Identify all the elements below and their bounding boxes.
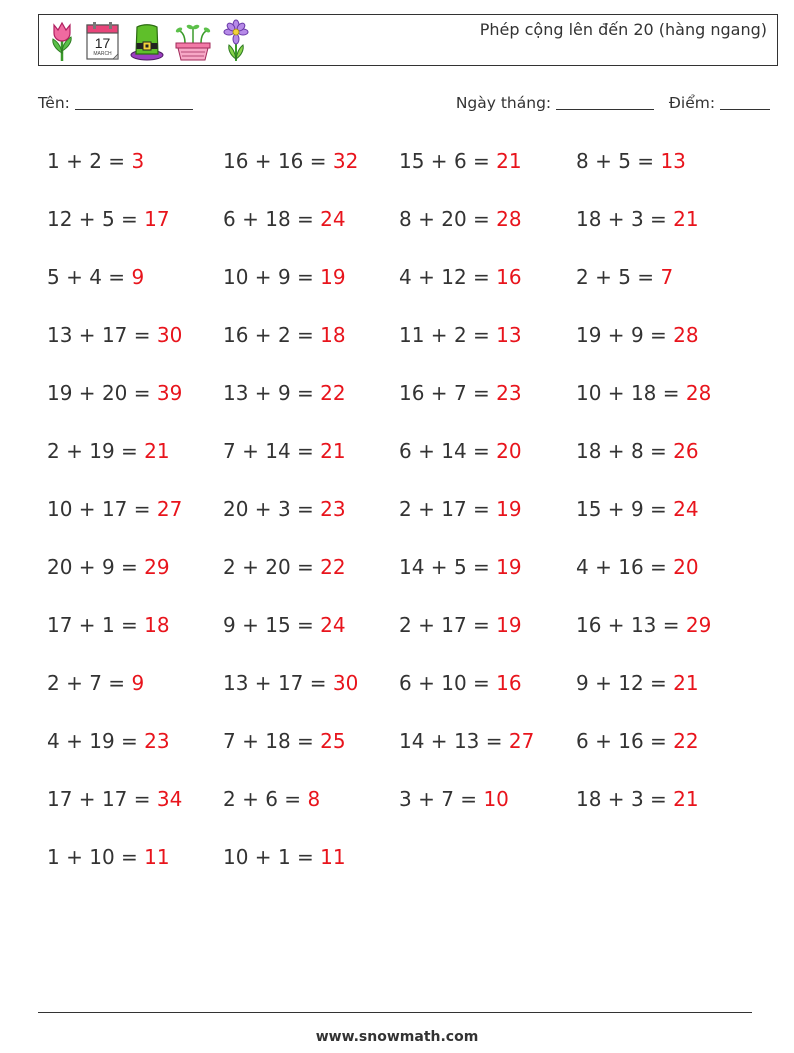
problem-item: 8 + 20 = 28 — [399, 207, 522, 231]
answer: 32 — [332, 149, 359, 173]
problem-item: 2 + 5 = 7 — [576, 265, 674, 289]
addend-b: 14 — [441, 439, 467, 463]
problem-item: 19 + 9 = 28 — [576, 323, 699, 347]
addend-a: 6 — [223, 207, 236, 231]
answer: 21 — [320, 439, 346, 463]
answer: 19 — [496, 613, 522, 637]
answer: 7 — [660, 265, 674, 289]
calendar-icon — [85, 19, 121, 63]
addend-b: 17 — [277, 671, 304, 695]
addend-a: 4 — [576, 555, 589, 579]
addend-a: 11 — [399, 323, 425, 347]
score-label: Điểm: — [668, 94, 716, 112]
problem-item: 4 + 12 = 16 — [399, 265, 522, 289]
name-label: Tên: — [38, 94, 70, 112]
problem-item: 6 + 14 = 20 — [399, 439, 522, 463]
addend-a: 14 — [399, 555, 425, 579]
answer: 21 — [496, 149, 522, 173]
problem-item: 10 + 17 = 27 — [47, 497, 183, 521]
addend-a: 2 — [47, 671, 60, 695]
addend-b: 13 — [630, 613, 657, 637]
answer: 23 — [496, 381, 522, 405]
addend-a: 6 — [399, 439, 412, 463]
score-blank[interactable] — [720, 95, 770, 110]
problem-item: 8 + 5 = 13 — [576, 149, 686, 173]
addend-b: 13 — [453, 729, 480, 753]
answer: 27 — [508, 729, 535, 753]
problem-item: 13 + 9 = 22 — [223, 381, 346, 405]
problem-item: 18 + 3 = 21 — [576, 787, 699, 811]
addend-a: 15 — [399, 149, 425, 173]
answer: 16 — [496, 265, 522, 289]
answer: 24 — [673, 497, 699, 521]
problem-item: 19 + 20 = 39 — [47, 381, 183, 405]
addend-b: 8 — [630, 439, 644, 463]
addend-a: 13 — [223, 381, 249, 405]
addend-b: 19 — [89, 729, 115, 753]
answer: 11 — [144, 845, 170, 869]
answer: 26 — [673, 439, 699, 463]
addend-a: 17 — [47, 787, 73, 811]
addend-b: 20 — [101, 381, 128, 405]
addend-a: 19 — [47, 381, 73, 405]
addend-a: 2 — [47, 439, 60, 463]
addend-b: 17 — [101, 497, 128, 521]
addend-b: 6 — [453, 149, 467, 173]
addend-a: 19 — [576, 323, 602, 347]
addend-b: 9 — [277, 381, 291, 405]
addend-b: 9 — [277, 265, 291, 289]
addend-a: 10 — [576, 381, 602, 405]
addend-a: 6 — [576, 729, 589, 753]
addend-b: 7 — [89, 671, 102, 695]
addend-b: 2 — [453, 323, 467, 347]
answer: 21 — [673, 671, 699, 695]
answer: 22 — [320, 381, 346, 405]
addend-a: 1 — [47, 845, 60, 869]
addend-a: 16 — [576, 613, 602, 637]
addend-b: 16 — [618, 555, 644, 579]
addend-a: 16 — [223, 323, 249, 347]
answer: 28 — [496, 207, 522, 231]
date-label: Ngày tháng: — [455, 94, 552, 112]
answer: 13 — [496, 323, 522, 347]
answer: 18 — [144, 613, 170, 637]
addend-a: 9 — [223, 613, 236, 637]
addend-b: 17 — [441, 497, 467, 521]
problem-item: 12 + 5 = 17 — [47, 207, 170, 231]
svg-text:17: 17 — [94, 35, 111, 51]
addend-b: 10 — [89, 845, 115, 869]
addend-a: 15 — [576, 497, 602, 521]
problem-item: 9 + 12 = 21 — [576, 671, 699, 695]
answer: 9 — [131, 671, 145, 695]
answer: 24 — [320, 613, 346, 637]
problem-item: 3 + 7 = 10 — [399, 787, 509, 811]
answer: 30 — [332, 671, 359, 695]
addend-b: 18 — [630, 381, 657, 405]
problem-item: 16 + 7 = 23 — [399, 381, 522, 405]
addend-a: 2 — [223, 787, 236, 811]
addend-b: 5 — [618, 149, 631, 173]
addend-b: 1 — [101, 613, 115, 637]
footer-divider — [38, 1012, 752, 1013]
problem-item: 14 + 13 = 27 — [399, 729, 535, 753]
problem-item: 18 + 8 = 26 — [576, 439, 699, 463]
answer: 18 — [320, 323, 346, 347]
problem-item: 17 + 17 = 34 — [47, 787, 183, 811]
problem-item: 15 + 9 = 24 — [576, 497, 699, 521]
addend-b: 3 — [630, 207, 644, 231]
addend-a: 13 — [47, 323, 73, 347]
addend-a: 7 — [223, 729, 236, 753]
problem-item: 6 + 16 = 22 — [576, 729, 699, 753]
problem-item: 4 + 16 = 20 — [576, 555, 699, 579]
addend-b: 9 — [630, 497, 644, 521]
addend-b: 17 — [101, 787, 128, 811]
addend-a: 8 — [399, 207, 412, 231]
problem-item: 5 + 4 = 9 — [47, 265, 145, 289]
answer: 29 — [144, 555, 170, 579]
problem-item: 2 + 20 = 22 — [223, 555, 346, 579]
addend-b: 16 — [277, 149, 304, 173]
problem-item: 2 + 7 = 9 — [47, 671, 145, 695]
answer: 34 — [156, 787, 183, 811]
problem-item: 2 + 17 = 19 — [399, 497, 522, 521]
worksheet-title: Phép cộng lên đến 20 (hàng ngang) — [479, 20, 767, 39]
addend-b: 3 — [630, 787, 644, 811]
addend-b: 9 — [101, 555, 115, 579]
addend-b: 5 — [618, 265, 631, 289]
name-field — [38, 94, 193, 112]
addend-a: 18 — [576, 439, 602, 463]
answer: 16 — [496, 671, 522, 695]
date-score-fields — [456, 94, 770, 112]
problem-item: 15 + 6 = 21 — [399, 149, 522, 173]
sprout-planter-icon — [173, 19, 213, 63]
addend-b: 3 — [277, 497, 291, 521]
addend-b: 5 — [453, 555, 467, 579]
addend-a: 2 — [223, 555, 236, 579]
problem-item: 2 + 19 = 21 — [47, 439, 170, 463]
addend-b: 7 — [453, 381, 467, 405]
answer: 39 — [156, 381, 183, 405]
answer: 19 — [320, 265, 346, 289]
addend-a: 16 — [223, 149, 249, 173]
addend-a: 3 — [399, 787, 412, 811]
addend-a: 7 — [223, 439, 236, 463]
addend-a: 13 — [223, 671, 249, 695]
problem-item: 14 + 5 = 19 — [399, 555, 522, 579]
problem-item: 2 + 6 = 8 — [223, 787, 321, 811]
problem-item: 20 + 9 = 29 — [47, 555, 170, 579]
problem-item: 6 + 18 = 24 — [223, 207, 346, 231]
addend-a: 4 — [47, 729, 60, 753]
problem-item: 1 + 10 = 11 — [47, 845, 170, 869]
addend-b: 17 — [101, 323, 128, 347]
answer: 23 — [144, 729, 170, 753]
addend-b: 12 — [441, 265, 467, 289]
addend-b: 19 — [89, 439, 115, 463]
answer: 13 — [660, 149, 686, 173]
answer: 22 — [320, 555, 346, 579]
problem-item: 13 + 17 = 30 — [223, 671, 359, 695]
answer: 24 — [320, 207, 346, 231]
addend-a: 20 — [223, 497, 249, 521]
worksheet-header — [38, 14, 778, 66]
addend-a: 6 — [399, 671, 412, 695]
addend-a: 4 — [399, 265, 412, 289]
addend-a: 9 — [576, 671, 589, 695]
answer: 28 — [673, 323, 699, 347]
answer: 8 — [307, 787, 321, 811]
addend-a: 2 — [399, 613, 412, 637]
addend-a: 18 — [576, 207, 602, 231]
addend-a: 8 — [576, 149, 589, 173]
problem-item: 6 + 10 = 16 — [399, 671, 522, 695]
answer: 3 — [131, 149, 145, 173]
addend-b: 16 — [618, 729, 644, 753]
problem-item: 16 + 13 = 29 — [576, 613, 712, 637]
answer: 25 — [320, 729, 346, 753]
header-icons — [47, 19, 251, 63]
addend-b: 12 — [618, 671, 644, 695]
addend-a: 2 — [576, 265, 589, 289]
problem-item: 9 + 15 = 24 — [223, 613, 346, 637]
problem-item: 7 + 18 = 25 — [223, 729, 346, 753]
addend-a: 10 — [47, 497, 73, 521]
problem-item: 7 + 14 = 21 — [223, 439, 346, 463]
problem-item: 10 + 9 = 19 — [223, 265, 346, 289]
addend-a: 12 — [47, 207, 73, 231]
problem-item: 16 + 16 = 32 — [223, 149, 359, 173]
addend-b: 5 — [101, 207, 115, 231]
addend-a: 10 — [223, 845, 249, 869]
problem-grid — [47, 132, 767, 886]
problem-item: 20 + 3 = 23 — [223, 497, 346, 521]
addend-b: 20 — [441, 207, 467, 231]
answer: 27 — [156, 497, 183, 521]
addend-a: 16 — [399, 381, 425, 405]
problem-item: 13 + 17 = 30 — [47, 323, 183, 347]
addend-a: 14 — [399, 729, 425, 753]
answer: 23 — [320, 497, 346, 521]
addend-b: 2 — [89, 149, 102, 173]
answer: 28 — [685, 381, 712, 405]
answer: 22 — [673, 729, 699, 753]
answer: 30 — [156, 323, 183, 347]
answer: 19 — [496, 497, 522, 521]
problem-item: 10 + 18 = 28 — [576, 381, 712, 405]
problem-item: 18 + 3 = 21 — [576, 207, 699, 231]
answer: 21 — [673, 787, 699, 811]
answer: 9 — [131, 265, 145, 289]
date-blank[interactable] — [556, 95, 654, 110]
leprechaun-hat-icon — [129, 19, 165, 63]
problem-item: 2 + 17 = 19 — [399, 613, 522, 637]
addend-a: 20 — [47, 555, 73, 579]
addend-b: 9 — [630, 323, 644, 347]
addend-b: 6 — [265, 787, 278, 811]
addend-b: 17 — [441, 613, 467, 637]
addend-b: 2 — [277, 323, 291, 347]
name-blank[interactable] — [75, 95, 193, 110]
answer: 29 — [685, 613, 712, 637]
answer: 20 — [673, 555, 699, 579]
addend-b: 20 — [265, 555, 291, 579]
answer: 21 — [144, 439, 170, 463]
addend-b: 18 — [265, 207, 291, 231]
problem-item: 1 + 2 = 3 — [47, 149, 145, 173]
addend-b: 10 — [441, 671, 467, 695]
problem-item: 11 + 2 = 13 — [399, 323, 522, 347]
answer: 10 — [483, 787, 509, 811]
addend-a: 5 — [47, 265, 60, 289]
answer: 17 — [144, 207, 170, 231]
addend-a: 18 — [576, 787, 602, 811]
answer: 11 — [320, 845, 346, 869]
addend-b: 1 — [277, 845, 291, 869]
purple-flower-icon — [221, 19, 251, 63]
addend-b: 4 — [89, 265, 102, 289]
addend-a: 2 — [399, 497, 412, 521]
addend-b: 14 — [265, 439, 291, 463]
answer: 20 — [496, 439, 522, 463]
footer-url: www.snowmath.com — [315, 1029, 479, 1045]
addend-a: 10 — [223, 265, 249, 289]
problem-item: 4 + 19 = 23 — [47, 729, 170, 753]
problem-item: 10 + 1 = 11 — [223, 845, 346, 869]
addend-b: 7 — [441, 787, 454, 811]
tulip-icon — [47, 19, 77, 63]
addend-a: 1 — [47, 149, 60, 173]
addend-b: 18 — [265, 729, 291, 753]
problem-item: 17 + 1 = 18 — [47, 613, 170, 637]
answer: 19 — [496, 555, 522, 579]
problem-item: 16 + 2 = 18 — [223, 323, 346, 347]
addend-a: 17 — [47, 613, 73, 637]
addend-b: 15 — [265, 613, 291, 637]
svg-text:MARCH: MARCH — [93, 51, 112, 57]
answer: 21 — [673, 207, 699, 231]
